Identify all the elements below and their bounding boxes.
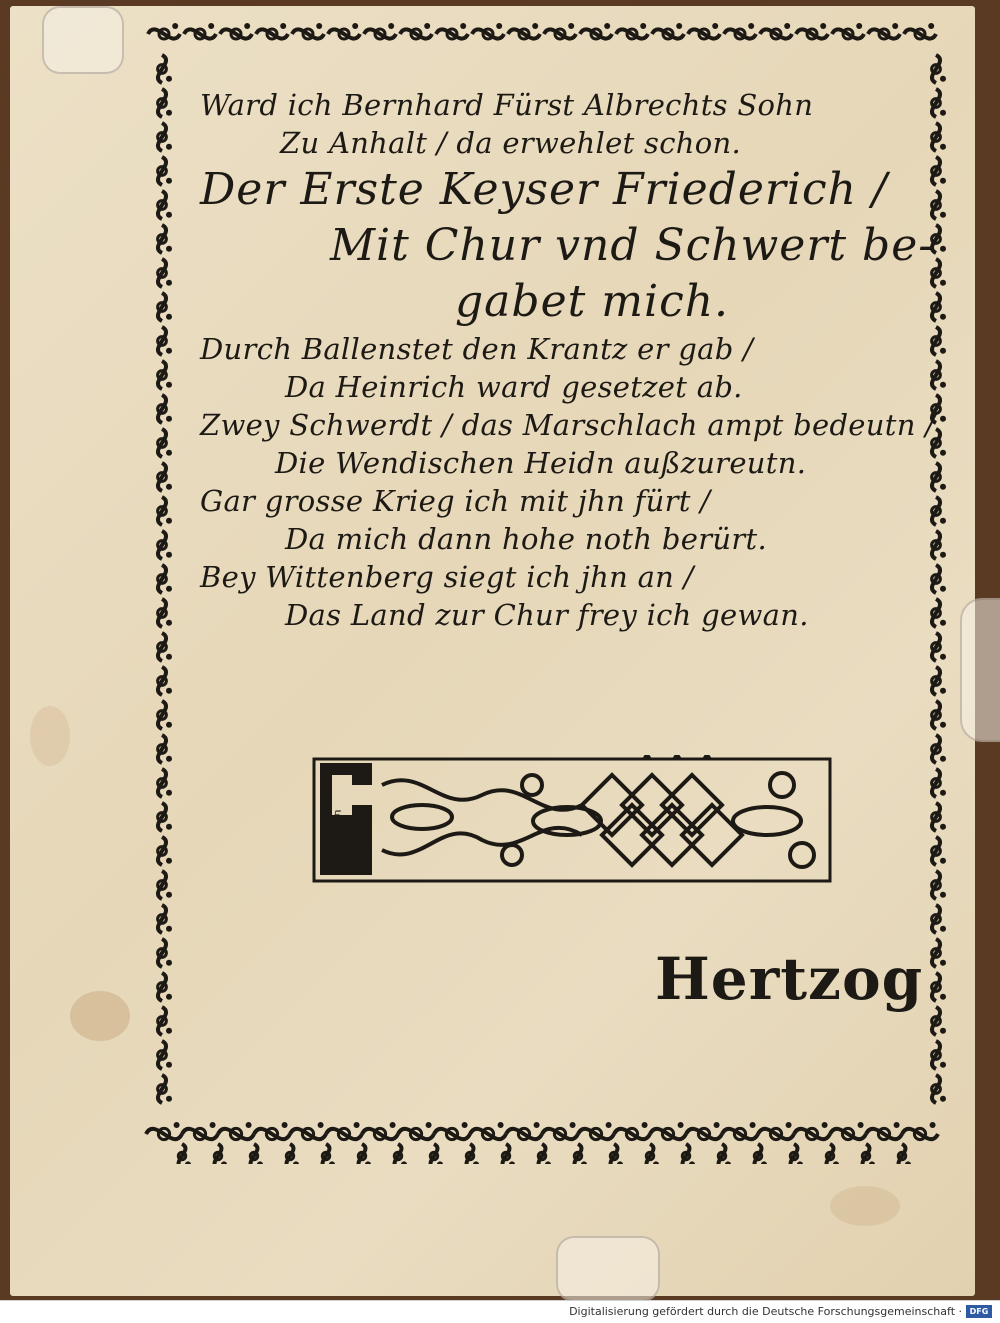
- border-motif: [722, 1122, 758, 1140]
- border-motif: [430, 1144, 443, 1164]
- border-motif: [158, 497, 172, 525]
- border-motif: [254, 1122, 290, 1140]
- paper-stain: [70, 991, 130, 1041]
- border-motif: [932, 191, 946, 219]
- border-motif: [932, 327, 946, 355]
- border-motif: [214, 1144, 227, 1164]
- ornament-number: 15: [324, 809, 342, 825]
- border-motif: [932, 89, 946, 117]
- border-motif: [646, 1144, 659, 1164]
- border-motif: [364, 23, 396, 39]
- border-motif: [158, 871, 172, 899]
- border-motif: [158, 769, 172, 797]
- verse-line: Durch Ballenstet den Krantz er gab /: [200, 332, 754, 366]
- border-motif: [218, 1122, 254, 1140]
- border-motif: [472, 23, 504, 39]
- border-motif: [326, 1122, 362, 1140]
- border-motif: [158, 1075, 172, 1103]
- border-motif: [868, 23, 900, 39]
- border-motif: [932, 633, 946, 661]
- border-motif: [932, 123, 946, 151]
- border-motif: [862, 1144, 875, 1164]
- dfg-logo: DFG: [966, 1305, 992, 1318]
- border-motif: [574, 1144, 587, 1164]
- border-motif: [932, 157, 946, 185]
- border-motif: [158, 55, 172, 83]
- verse-line: Der Erste Keyser Friederich /: [200, 164, 888, 215]
- border-motif: [932, 871, 946, 899]
- border-motif: [718, 1144, 731, 1164]
- border-motif: [394, 1144, 407, 1164]
- border-motif: [158, 1007, 172, 1035]
- border-motif: [158, 463, 172, 491]
- border-motif: [932, 837, 946, 865]
- border-motif: [932, 905, 946, 933]
- border-motif: [158, 599, 172, 627]
- border-motif: [932, 1007, 946, 1035]
- border-motif: [932, 939, 946, 967]
- page-clip-right: [960, 598, 1000, 742]
- border-motif: [328, 23, 360, 39]
- footer-bar: [0, 1300, 1000, 1323]
- border-motif: [538, 1144, 551, 1164]
- verse-line: Zu Anhalt / da erwehlet schon.: [280, 126, 741, 160]
- border-motif: [466, 1144, 479, 1164]
- border-motif: [610, 1144, 623, 1164]
- border-motif: [146, 1122, 182, 1140]
- border-motif: [158, 973, 172, 1001]
- border-motif: [362, 1122, 398, 1140]
- border-motif: [158, 191, 172, 219]
- border-motif: [158, 123, 172, 151]
- border-motif: [830, 1122, 866, 1140]
- border-motif: [902, 1122, 938, 1140]
- border-motif: [932, 769, 946, 797]
- border-motif: [686, 1122, 722, 1140]
- border-motif: [158, 157, 172, 185]
- verse-line: gabet mich.: [455, 276, 730, 327]
- verse-line: Da Heinrich ward gesetzet ab.: [285, 370, 743, 404]
- border-motif: [508, 23, 540, 39]
- border-motif: [502, 1144, 515, 1164]
- border-motif: [932, 55, 946, 83]
- border-motif: [158, 395, 172, 423]
- border-motif: [932, 497, 946, 525]
- border-motif: [184, 23, 216, 39]
- border-motif: [470, 1122, 506, 1140]
- border-motif: [866, 1122, 902, 1140]
- border-motif: [400, 23, 432, 39]
- border-motif: [932, 973, 946, 1001]
- border-motif: [754, 1144, 767, 1164]
- border-motif: [932, 667, 946, 695]
- border-motif: [932, 463, 946, 491]
- border-motif: [932, 1075, 946, 1103]
- border-motif: [158, 89, 172, 117]
- border-motif: [290, 1122, 326, 1140]
- verse-line: Mit Chur vnd Schwert be-: [330, 220, 935, 271]
- border-motif: [760, 23, 792, 39]
- border-motif: [650, 1122, 686, 1140]
- funding-credit: Digitalisierung gefördert durch die Deutsche Forschungsgemeinschaft ·: [569, 1305, 962, 1318]
- catchword: Hertzog: [655, 945, 924, 1013]
- border-motif: [932, 531, 946, 559]
- border-motif: [158, 293, 172, 321]
- border-motif: [932, 735, 946, 763]
- border-motif: [932, 701, 946, 729]
- border-motif: [358, 1144, 371, 1164]
- verse-line: Die Wendischen Heidn außzureutn.: [275, 446, 807, 480]
- border-motif: [932, 361, 946, 389]
- border-motif: [158, 803, 172, 831]
- border-motif: [220, 23, 252, 39]
- border-motif: [158, 735, 172, 763]
- verse-line: Ward ich Bernhard Fürst Albrechts Sohn: [200, 88, 814, 122]
- border-motif: [434, 1122, 470, 1140]
- border-motif: [158, 939, 172, 967]
- border-motif: [898, 1144, 911, 1164]
- border-motif: [506, 1122, 542, 1140]
- border-motif: [826, 1144, 839, 1164]
- verse-line: Bey Wittenberg siegt ich jhn an /: [200, 560, 694, 594]
- border-motif: [542, 1122, 578, 1140]
- border-motif: [904, 23, 936, 39]
- border-motif: [578, 1122, 614, 1140]
- border-motif: [580, 23, 612, 39]
- border-motif: [436, 23, 468, 39]
- border-motif: [398, 1122, 434, 1140]
- border-motif: [286, 1144, 299, 1164]
- verse-text: [200, 86, 936, 634]
- paper-stain: [30, 706, 70, 766]
- border-motif: [794, 1122, 830, 1140]
- border-motif: [796, 23, 828, 39]
- verse-line: Gar grosse Krieg ich mit jhn fürt /: [200, 484, 711, 518]
- border-motif: [158, 1041, 172, 1069]
- verse-line: Zwey Schwerdt / das Marschlach ampt bedeutn /: [200, 408, 936, 442]
- border-motif: [932, 1041, 946, 1069]
- ornament-headpiece: [312, 755, 832, 889]
- border-motif: [292, 23, 324, 39]
- border-motif: [158, 837, 172, 865]
- border-motif: [932, 565, 946, 593]
- border-motif: [688, 23, 720, 39]
- border-motif: [652, 23, 684, 39]
- border-motif: [256, 23, 288, 39]
- border-motif: [158, 565, 172, 593]
- border-motif: [614, 1122, 650, 1140]
- border-motif: [178, 1144, 191, 1164]
- border-motif: [322, 1144, 335, 1164]
- border-motif: [932, 803, 946, 831]
- border-motif: [158, 259, 172, 287]
- border-motif: [158, 327, 172, 355]
- border-motif: [182, 1122, 218, 1140]
- border-motif: [148, 23, 180, 39]
- page-clip-bottom: [556, 1236, 660, 1300]
- border-motif: [250, 1144, 263, 1164]
- paper-stain: [830, 1186, 900, 1226]
- page-clip-top: [42, 6, 124, 74]
- border-motif: [158, 225, 172, 253]
- border-motif: [158, 633, 172, 661]
- border-motif: [790, 1144, 803, 1164]
- border-motif: [158, 531, 172, 559]
- border-motif: [932, 293, 946, 321]
- border-motif: [682, 1144, 695, 1164]
- border-motif: [158, 429, 172, 457]
- border-motif: [616, 23, 648, 39]
- border-motif: [724, 23, 756, 39]
- verse-line: Das Land zur Chur frey ich gewan.: [285, 598, 809, 632]
- border-motif: [758, 1122, 794, 1140]
- border-motif: [544, 23, 576, 39]
- border-motif: [158, 361, 172, 389]
- border-motif: [158, 905, 172, 933]
- border-motif: [158, 667, 172, 695]
- border-motif: [932, 599, 946, 627]
- border-motif: [158, 701, 172, 729]
- verse-line: Da mich dann hohe noth berürt.: [285, 522, 767, 556]
- border-motif: [832, 23, 864, 39]
